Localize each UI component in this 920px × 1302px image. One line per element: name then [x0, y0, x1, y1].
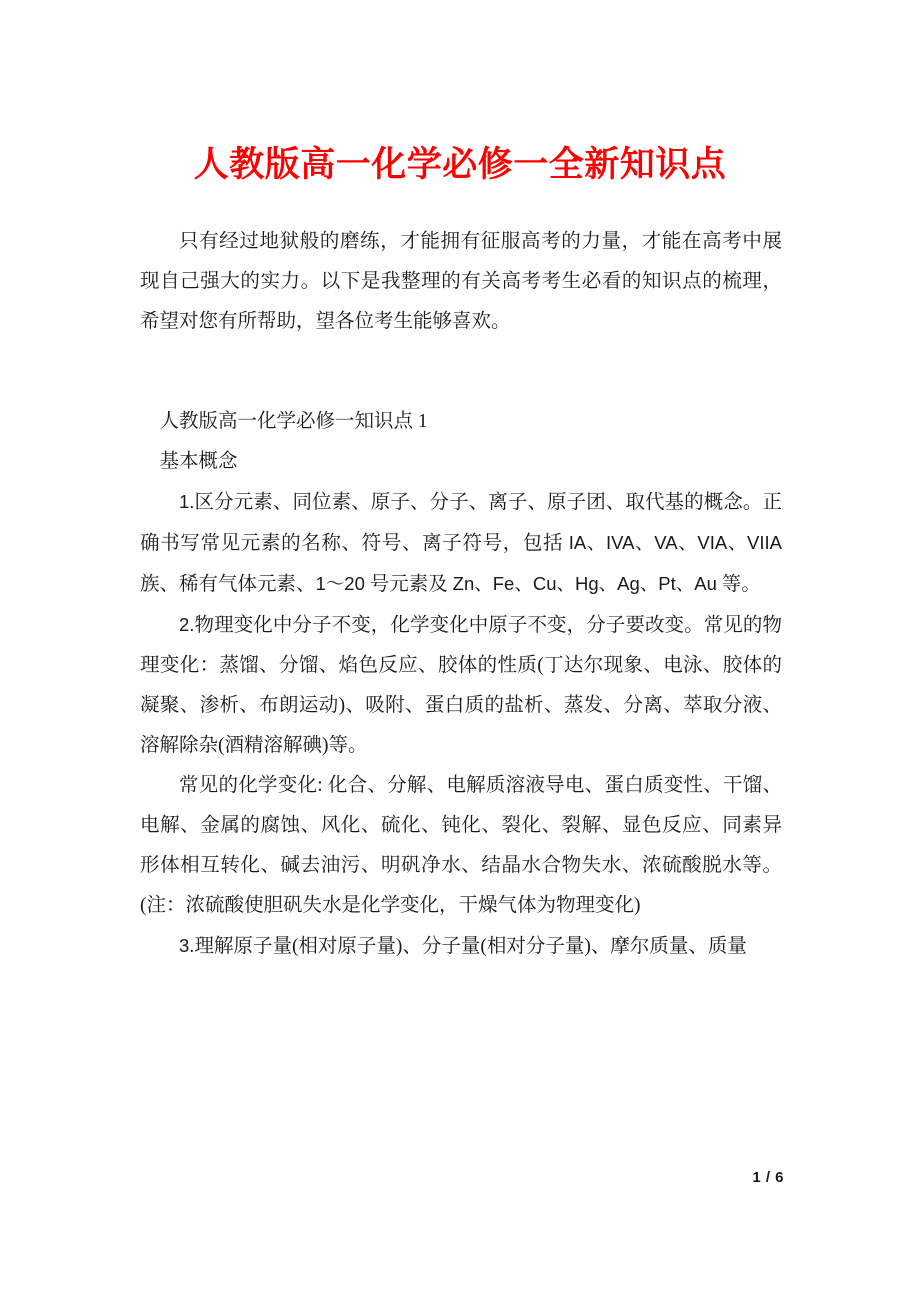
- item-4-text: 理解原子量(相对原子量)、分子量(相对分子量)、摩尔质量、质量: [194, 936, 747, 957]
- item-2-text: 物理变化中分子不变，化学变化中原子不变，分子要改变。常见的物理变化：蒸馏、分馏、焰色反应、胶体的性质(丁达尔现象、电泳、胶体的凝聚、渗析、布朗运动)、吸附、蛋白质的盐析、蒸发、分离、萃取分液、溶解除杂(酒精溶解碘)等。: [140, 615, 782, 756]
- item-2-number: 2.: [179, 614, 195, 635]
- item-3-text: 常见的化学变化: 化合、分解、电解质溶液导电、蛋白质变性、干馏、电解、金属的腐蚀、风化、硫化、钝化、裂化、裂解、显色反应、同素异形体相互转化、碱去油污、明矾净水、结晶水合物失水、浓硫酸脱水等。(注：浓硫酸使胆矾失水是化学变化，干燥气体为物理变化): [140, 775, 782, 916]
- knowledge-item-2: [140, 605, 782, 766]
- item-1-element-symbols: Zn、Fe、Cu、Hg、Ag、Pt、Au: [452, 573, 717, 594]
- knowledge-item-4: [140, 926, 782, 967]
- document-body: [140, 222, 782, 967]
- item-1-element-range: 1～20: [315, 573, 365, 594]
- item-1-group-symbols: IA、IVA、VA、VIA、VIIA: [568, 532, 782, 553]
- section-subheading: 基本概念: [159, 451, 238, 472]
- item-1-text-mid-2: 号元素及: [364, 574, 453, 595]
- item-1-text-after: 等。: [716, 574, 761, 595]
- knowledge-item-1: [140, 482, 782, 605]
- item-1-text-before: 区分元素、同位素、原子、分子、离子、原子团、取代基的概念。正确书写常见元素的名称、符号、离子符号，包括: [140, 492, 782, 554]
- spacer: [140, 342, 782, 402]
- intro-paragraph: 只有经过地狱般的磨练，才能拥有征服高考的力量，才能在高考中展现自己强大的实力。以下是我整理的有关高考考生必看的知识点的梳理，希望对您有所帮助，望各位考生能够喜欢。: [140, 231, 782, 332]
- item-1-number: 1.: [179, 491, 195, 512]
- item-4-number: 3.: [179, 935, 195, 956]
- knowledge-item-3: [140, 766, 782, 926]
- page-title: 人教版高一化学必修一全新知识点: [193, 145, 727, 184]
- page-number: 1 / 6: [752, 1169, 784, 1186]
- item-1-text-mid-1: 族、稀有气体元素、: [140, 574, 316, 595]
- section-heading: 人教版高一化学必修一知识点 1: [159, 411, 428, 432]
